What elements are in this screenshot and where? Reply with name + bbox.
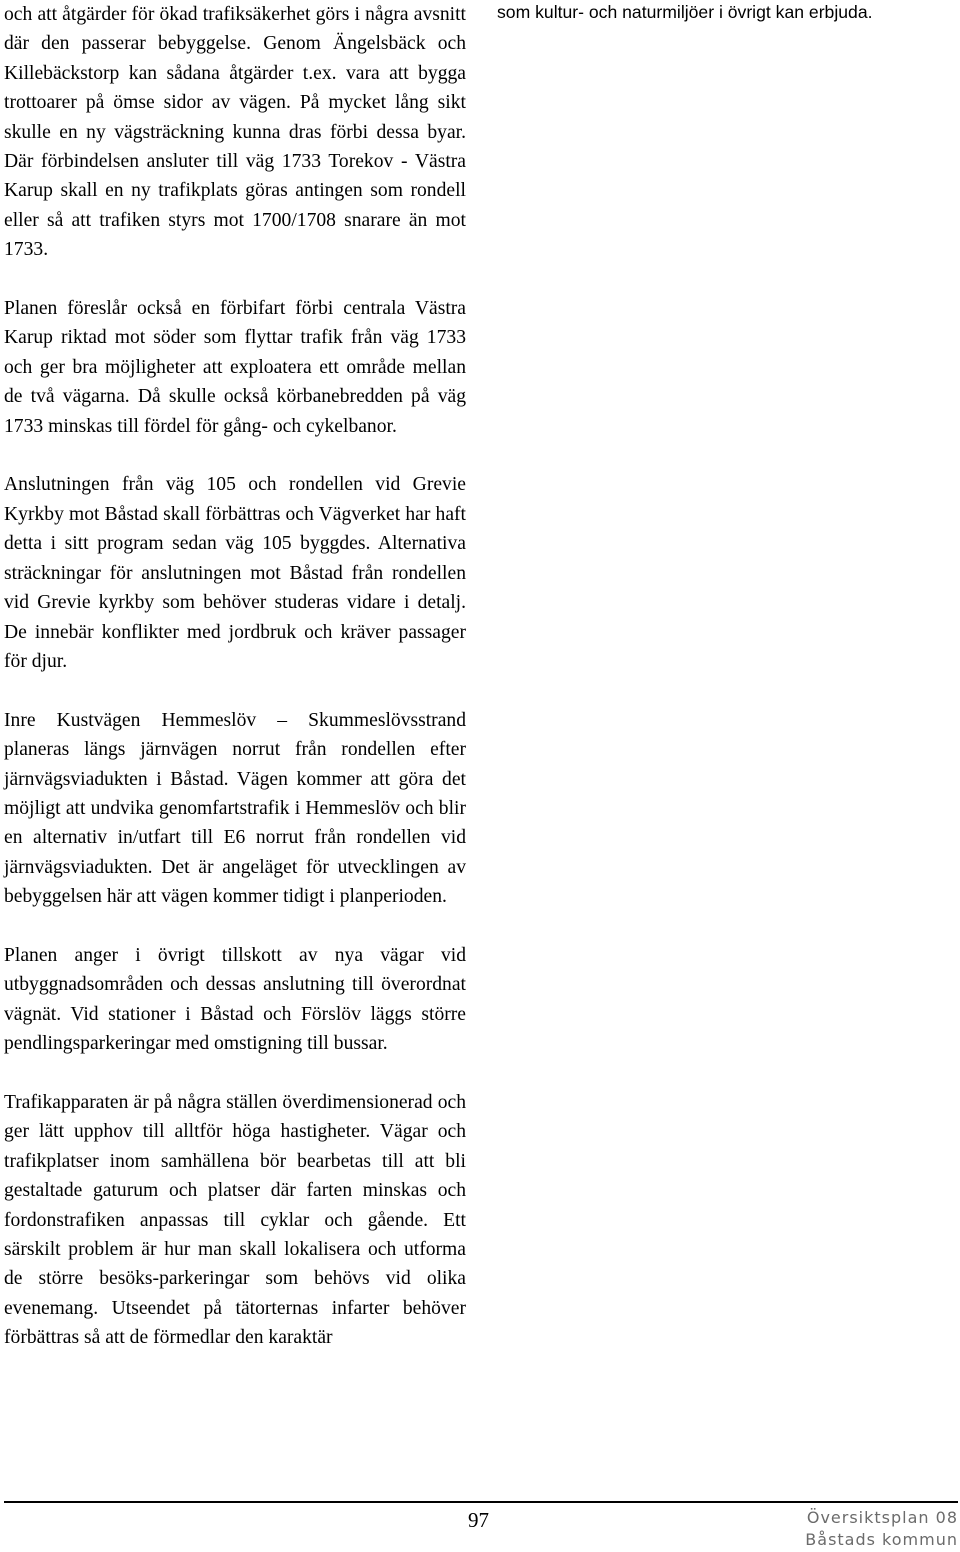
paragraph-trafiksakerhet: och att åtgärder för ökad trafiksäkerhet görs i några avsnitt där den passerar bebyggelse. Genom Ängelsbäck och Killebäckstorp kan sådana åtgärder t.ex. vara att bygga trottoarer på ömse sidor av vägen. På mycket lång sikt skulle en ny vägsträckning kunna dras förbi dessa byar. Där förbindelsen ansluter till väg 1733 Torekov - Västra Karup skall en ny trafikplats göras antingen som rondell eller så att trafiken styrs mot 1700/1708 snarare än mot 1733. xyxy=(4,4,466,261)
document-title xyxy=(805,1507,958,1551)
paragraph-forbifart-vastra-karup: Planen föreslår också en förbifart förbi centrala Västra Karup riktad mot söder som flyttar trafik från väg 1733 och ger bra möjligheter att exploatera ett område mellan de två vägarna. Då skulle också körbanebredden på väg 1733 minskas till fördel för gång- och cykelbanor. xyxy=(4,298,466,437)
paragraph-continuation: som kultur- och naturmiljöer i övrigt kan erbjuda. xyxy=(497,2,873,22)
paragraph-trafikapparaten: Trafikapparaten är på några ställen överdimensionerad och ger lätt upphov till alltför höga hastigheter. Vägar och trafikplatser inom samhällena bör bearbetas till att bli gestaltade gaturum och platser där farten minskas och fordonstrafiken anpassas till cyklar och gående. Ett särskilt problem är hur man skall lokalisera och utforma de större besöks-parkeringar som behövs vid olika evenemang. Utseendet på tätorternas infarter behöver förbättras så att de förmedlar den karaktär xyxy=(4,1091,466,1349)
document-title-line-1: Översiktsplan 08 xyxy=(806,1508,958,1527)
right-text-column xyxy=(497,0,957,24)
paragraph-inre-kustvagen: Inre Kustvägen Hemmeslöv – Skummeslövsstrand planeras längs järnvägen norrut från rondellen efter järnvägsviadukten i Båstad. Vägen kommer att göra det möjligt att undvika genomfartstrafik i Hemmeslöv och blir en alternativ in/utfart till E6 norrut från rondellen vid järnvägsviadukten. Det är angeläget för utvecklingen av bebyggelsen här att vägen kommer tidigt i planperioden. xyxy=(4,709,466,908)
paragraph-anslutning-vag-105: Anslutningen från väg 105 och rondellen vid Grevie Kyrkby mot Båstad skall förbättras och Vägverket har haft detta i sitt program sedan väg 105 byggdes. Alternativa sträckningar för anslutningen mot Båstad från rondellen vid Grevie kyrkby som behöver studeras vidare i detalj. De innebär konflikter med jordbruk och kräver passager för djur. xyxy=(4,474,466,672)
left-text-column xyxy=(4,0,466,1382)
document-title-line-2: Båstads kommun xyxy=(805,1530,958,1549)
footer-divider xyxy=(4,1501,958,1503)
page-number: 97 xyxy=(468,1508,489,1532)
paragraph-nya-vagar: Planen anger i övrigt tillskott av nya vägar vid utbyggnadsområden och dessas anslutning till överordnat vägnät. Vid stationer i Båstad och Förslöv läggs större pendlingsparkeringar med omstigning till bussar. xyxy=(4,944,466,1055)
